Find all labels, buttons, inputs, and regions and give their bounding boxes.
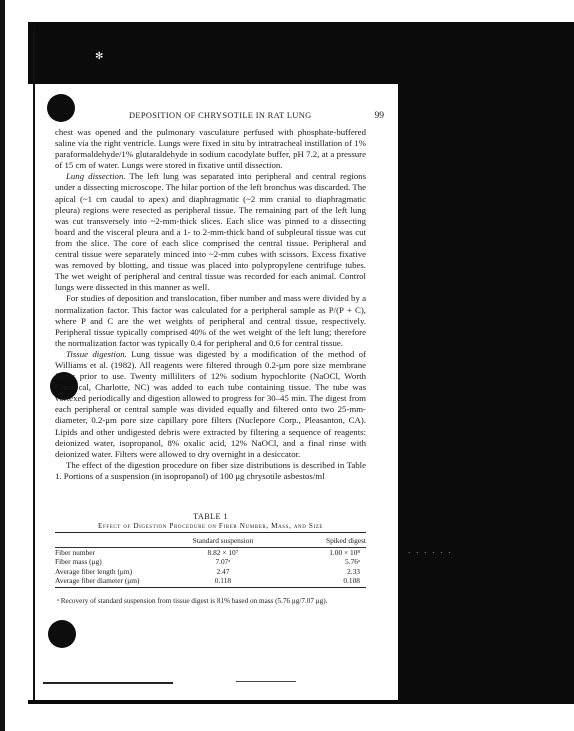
page-edge-line bbox=[33, 30, 35, 700]
table-title: TABLE 1 bbox=[193, 512, 228, 521]
table-cell-standard: 8.82 × 10⁷ bbox=[207, 547, 239, 557]
table-row bbox=[55, 558, 366, 568]
paragraph-text: For studies of deposition and translocation, fiber number and mass were divided by a normalization factor. This factor was calculated for a peripheral sample as P/(P + C), where P and C are the wet weights of peripheral and central tissue, respectively. Peripheral tissue typically comprised 40% of the wet weight of the left lung; therefore the normalization factor was typically 0.4 for peripheral and 0.6 for central tissue. bbox=[55, 293, 366, 348]
paragraph bbox=[55, 127, 366, 171]
table-row bbox=[55, 567, 366, 577]
table-cell-standard: 0.118 bbox=[214, 576, 232, 586]
scan-right-shadow bbox=[398, 22, 574, 702]
punch-hole-bottom bbox=[48, 620, 76, 648]
punch-hole-top bbox=[47, 94, 75, 122]
paragraph-text: Lung tissue was digested by a modification of the method of Williams et al. (1982). All reagents were filtered through 0.2-μm pore size membrane filters prior to use. Twenty milliliters of 12% sodium hypochlorite (NaOCl, Worth Chemical, Charlotte, NC) was added to each tube containing tissue. The tube was vortexed periodically and digestion allowed to progress for 30–45 min. The digest from each peripheral or central sample was divided equally and filtered onto two 25-mm-diameter, 0.2-μm pore size capillary pore filters (Nuclepore Corp., Pleasanton, CA). Lipids and other undigested debris were extracted by filtering a sequence of reagents: deionized water, isopropanol, 8% oxalic acid, 12% NaOCl, and a final rinse with deionized water. Filters were allowed to dry overnight in a desiccator. bbox=[55, 348, 366, 459]
table-cell-label: Average fiber length (μm) bbox=[55, 566, 133, 576]
page-number: 99 bbox=[374, 111, 384, 121]
table-header-spiked: Spiked digest bbox=[325, 536, 366, 545]
paragraph-text: The left lung was separated into peripheral and central regions under a dissecting microscope. The hilar portion of the left bronchus was discarded. The apical (~1 cm caudal to apex) and diaphragmatic (~2 mm cranial to diaphragmatic pleura) regions were resected as peripheral tissue. The remaining part of the left lung was cut transversely into ~2-mm-thick slices. Each slice was pinned to a dissecting board and the visceral pleura and a 1- to 2-mm-thick band of subpleural tissue was cut from the slice. The core of each slice comprised the central tissue. Peripheral and central tissue were separately minced into ~2-mm cubes with scissors. Excess fixative was removed by blotting, and tissue was placed into polypropylene centrifuge tubes. The wet weight of peripheral and central tissue was recorded for each animal. Control lungs were dissected in this manner as well. bbox=[55, 171, 367, 293]
table-cell-standard: 7.07ᵃ bbox=[215, 557, 231, 567]
table-row bbox=[55, 548, 366, 558]
table-cell-spiked: 5.76ᵃ bbox=[345, 557, 360, 567]
scan-mark-bottom-left bbox=[43, 682, 173, 684]
paragraph-text: chest was opened and the pulmonary vasculature perfused with phosphate-buffered saline via the right ventricle. Lungs were fixed in situ by intratracheal instillation of 1% paraformaldehyde/1% glutaraldehyde in sodium cacodylate buffer, pH 7.2, at a pressure of 15 cm of water. Lungs were stored in fixative until dissection. bbox=[55, 127, 366, 171]
paragraph bbox=[55, 171, 366, 293]
table-row bbox=[55, 577, 366, 587]
paragraph bbox=[55, 293, 366, 348]
table-header-blank bbox=[55, 533, 173, 547]
article-body bbox=[55, 127, 366, 482]
table-cell-standard: 2.47 bbox=[216, 566, 230, 576]
scan-left-border bbox=[0, 0, 5, 731]
running-title: DEPOSITION OF CHRYSOTILE IN RAT LUNG bbox=[129, 111, 312, 120]
running-header bbox=[129, 111, 384, 121]
paragraph-run-head: Lung dissection. bbox=[66, 171, 126, 182]
table-cell-spiked: 0.108 bbox=[343, 576, 360, 586]
paragraph bbox=[55, 349, 366, 460]
scan-mark-bottom-center bbox=[236, 681, 296, 682]
paragraph-run-head: Tissue digestion. bbox=[66, 348, 127, 359]
table-header-standard: Standard suspension bbox=[192, 536, 254, 545]
table-1 bbox=[55, 512, 366, 605]
scan-speck: ✻ bbox=[95, 51, 104, 62]
paragraph-text: The effect of the digestion procedure on fiber size distributions is described in Table 1. Portions of a suspension (in isopropanol) of 100 μg chrysotile asbestos/ml bbox=[55, 459, 366, 481]
table-cell-spiked: 1.00 × 10⁸ bbox=[329, 547, 360, 557]
table-cell-label: Fiber number bbox=[55, 547, 96, 557]
table-caption: Effect of Digestion Procedure on Fiber Number, Mass, and Size bbox=[97, 522, 324, 530]
table-cell-label: Fiber mass (μg) bbox=[55, 557, 102, 567]
scan-noise: · · · · · · bbox=[408, 549, 453, 557]
fiber-table bbox=[55, 533, 366, 588]
paragraph bbox=[55, 460, 366, 482]
table-header-row bbox=[55, 533, 366, 547]
table-bottom-rule bbox=[55, 587, 366, 588]
table-cell-label: Average fiber diameter (μm) bbox=[55, 576, 140, 586]
scan-bottom-edge bbox=[28, 700, 574, 704]
table-footnote: ᵃ Recovery of standard suspension from tissue digest is 81% based on mass (5.76 μg/7.07 μg). bbox=[57, 597, 328, 606]
table-cell-spiked: 2.33 bbox=[347, 566, 360, 576]
